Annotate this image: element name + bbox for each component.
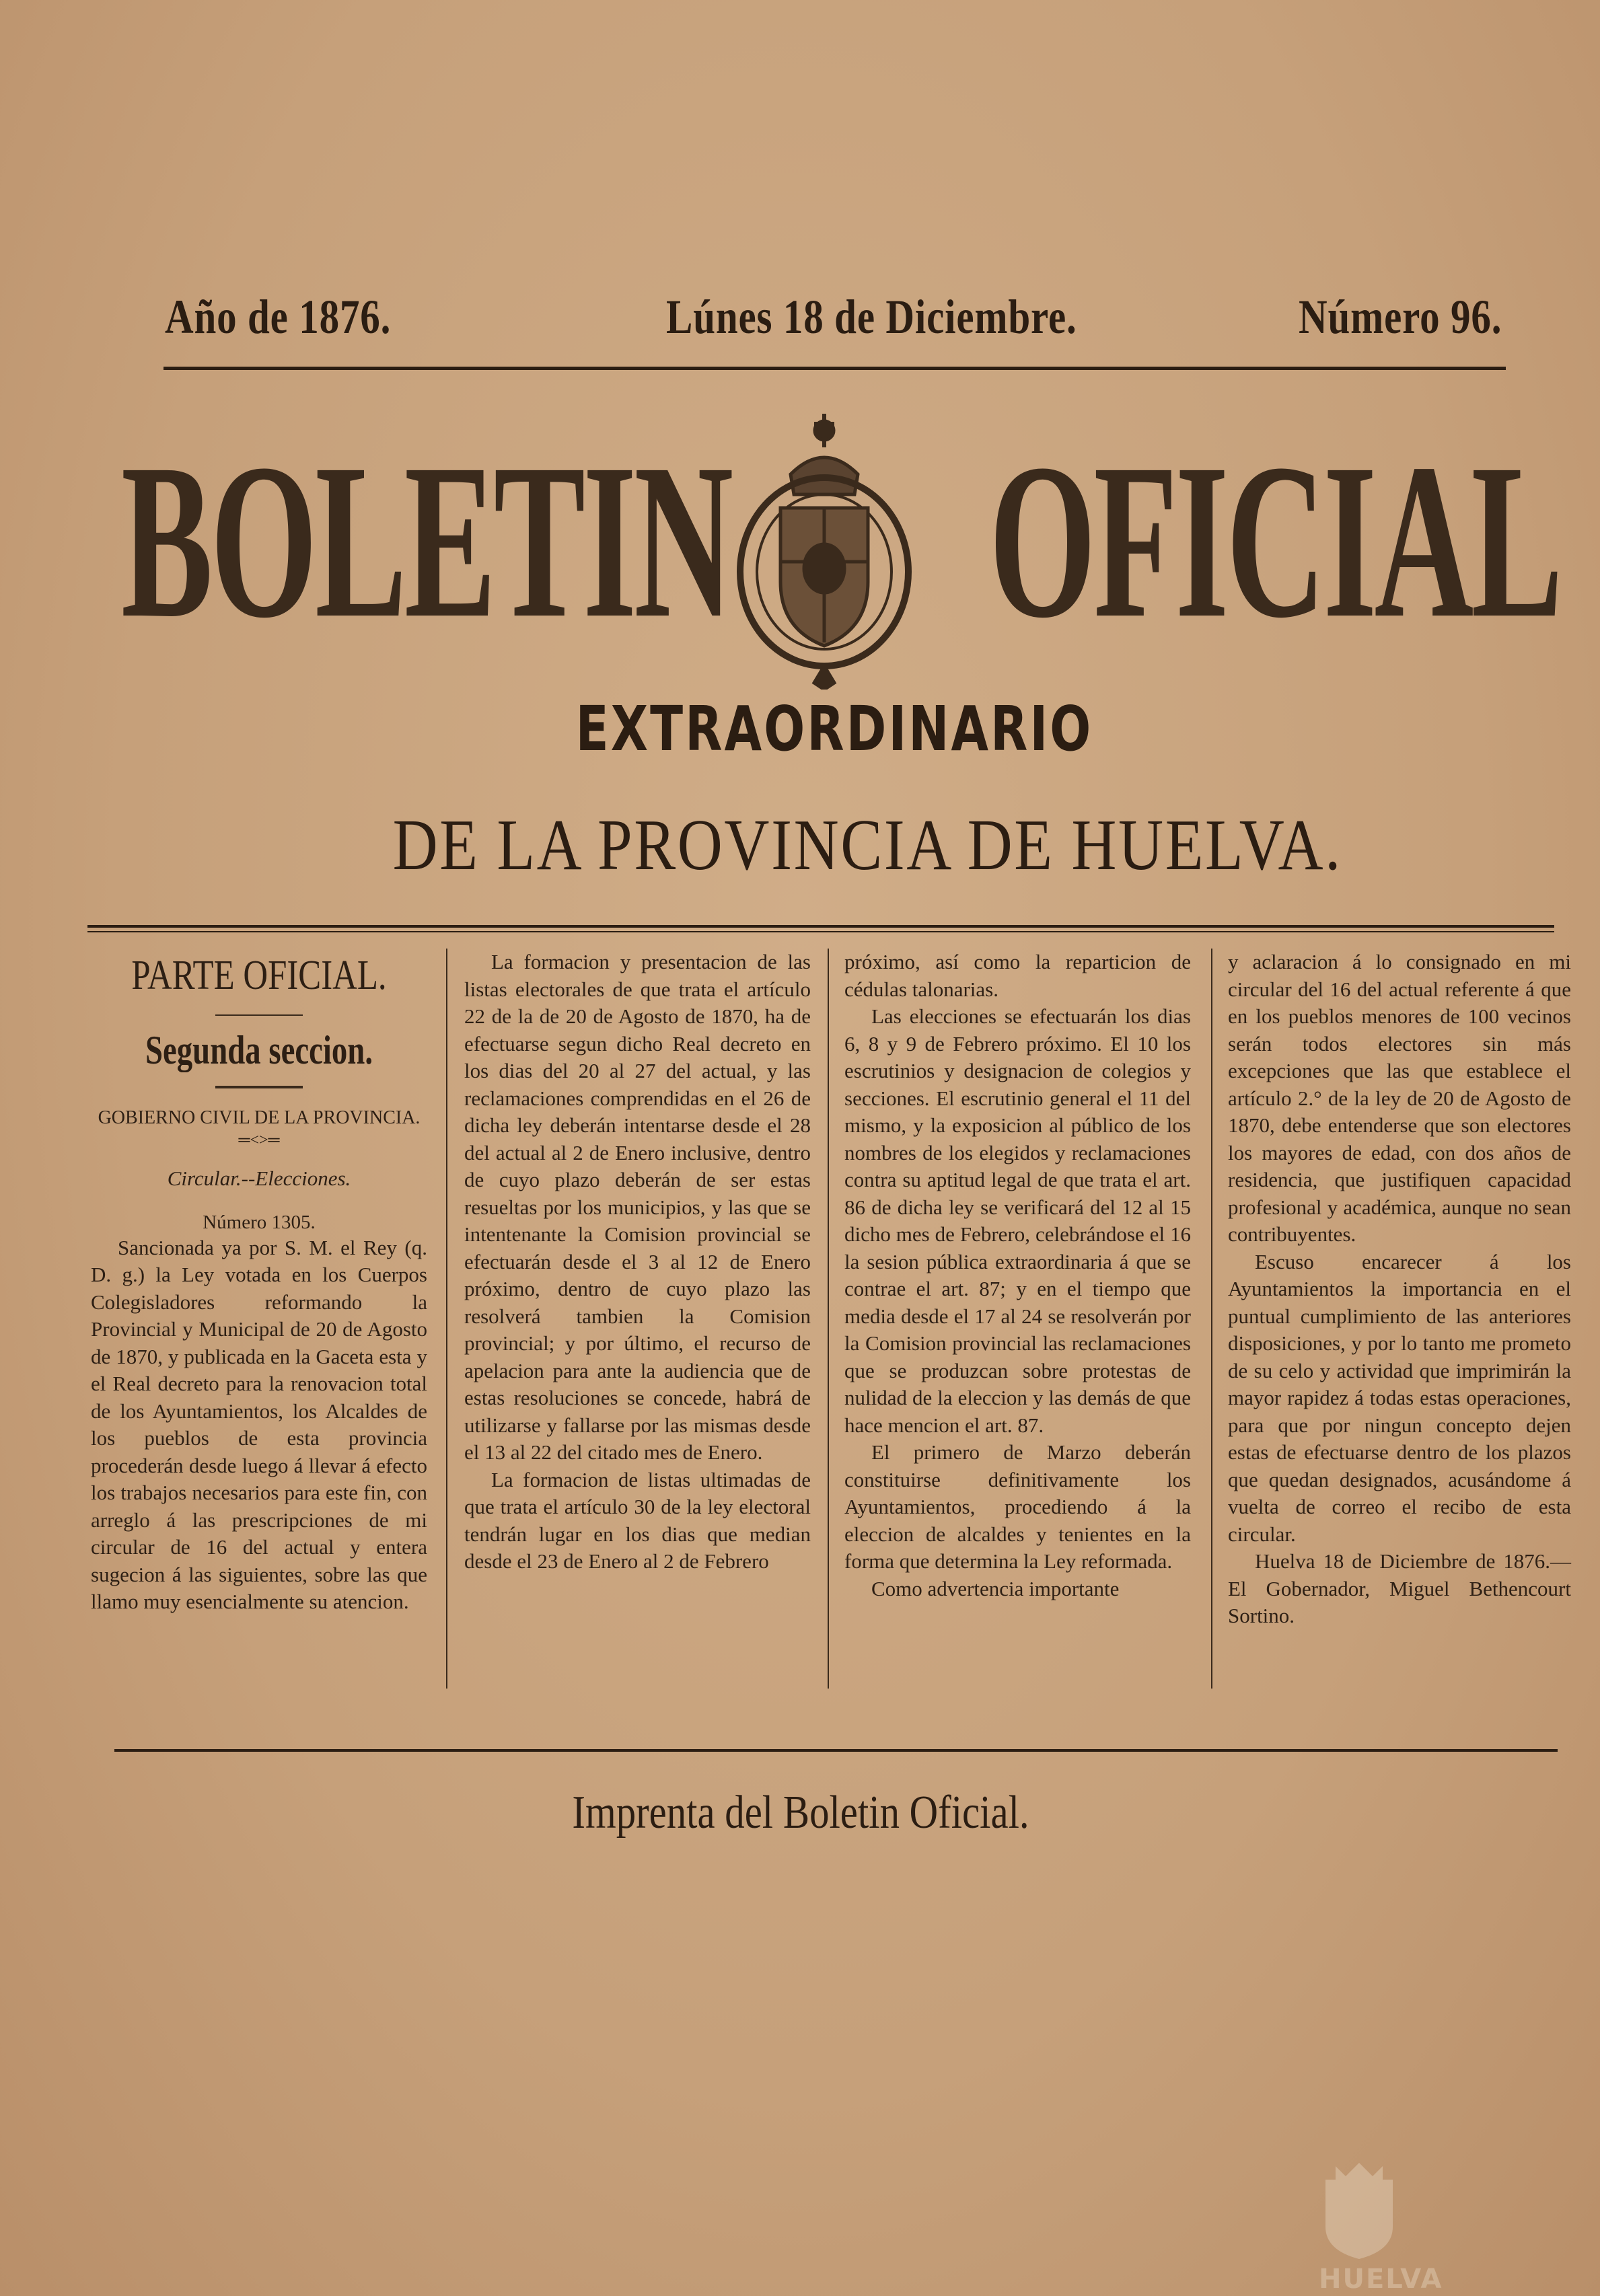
columns-top-rule (87, 925, 1554, 928)
column-separator-3 (1211, 949, 1212, 1689)
masthead-word-oficial: OFICIAL (989, 418, 1561, 664)
archive-seal (1319, 2159, 1443, 2295)
col2-paragraph-1: La formacion y presentacion de las listas electorales de que trata el artículo 22 de la de 20 de Agosto de 1870, ha de efectuarse segun dicho Real decreto en los dias del 20 al 27 del actual, y las reclamaciones comprendidas en el 26 de dicha ley deberán intentarse desde el 28 del actual al 2 de Enero inclusive, dentro de cuyo plazo deberán de ser estas resueltas por los municipios, y las que se intentenante la Comision provincial se efectuarán desde el 3 al 12 de Enero próximo, dentro de cuyo plazo las resolverá tambien la Comision provincial; y por último, el recurso de apelacion para ante la audiencia que de estas resoluciones se concede, habrá de utilizarse y fallarse por las mismas desde el 13 al 22 del citado mes de Enero. (464, 950, 811, 1464)
column-3 (844, 949, 1191, 1602)
circular-heading: Circular.--Elecciones. (167, 1166, 351, 1190)
seal-label: HUELVA (1319, 2264, 1443, 2295)
header-number: Número 96. (1299, 290, 1502, 344)
royal-coat-of-arms-icon (723, 400, 925, 690)
col3-paragraph-0: próximo, así como la reparticion de cédulas talonarias. (844, 950, 1191, 1001)
columns-top-rule-thin (87, 931, 1554, 932)
masthead-word-boletin: BOLETIN (121, 418, 731, 664)
col4-paragraph-1: Escuso encarecer á los Ayuntamientos la importancia en el puntual cumplimiento de las anteriores disposiciones, y por lo tanto me prometo de su celo y actividad que imprimirán la mayor rapidez á todas estas operaciones, para que por ningun concepto dejen estas de efectuarse dentro de los plazos que quedan designados, acusándome á vuelta de correo el recibo de esta circular. (1228, 1249, 1571, 1546)
province-label: DE LA PROVINCIA DE HUELVA. (392, 805, 1342, 885)
subsection-divider (215, 1086, 303, 1088)
city-crest-icon (1319, 2159, 1399, 2260)
col4-paragraph-0: y aclaracion á lo consignado en mi circular del 16 del actual referente á que en los pueblos menores de 100 vecinos serán todos electores sin más excepciones que las que establece el artículo 2.° de la ley de 20 de Agosto de 1870, debe entenderse que son electores los mayores de edad, con dos años de residencia, que justifiquen capacidad profesional y académica, aunque no sean contribuyentes. (1228, 950, 1571, 1246)
col2-paragraph-2: La formacion de listas ultimadas de que trata el artículo 30 de la ley electoral tendrán lugar en los dias que median desde el 23 de Enero al 2 de Febrero (464, 1467, 811, 1573)
header-year: Año de 1876. (165, 290, 392, 344)
imprint-label: Imprenta del Boletin Oficial. (572, 1787, 1029, 1839)
header-date: Lúnes 18 de Diciembre. (666, 290, 1077, 344)
column-separator-2 (828, 949, 829, 1689)
column-separator-1 (446, 949, 447, 1689)
subsection-heading: Segunda seccion. (145, 1028, 373, 1072)
column-1 (91, 949, 427, 1616)
col1-paragraph: Sancionada ya por S. M. el Rey (q. D. g.) la Ley votada en los Cuerpos Colegisladores reformando la Provincial y Municipal de 20 de Agosto de 1870, y publicada en la Gaceta esta y el Real decreto para la renovacion total de los Ayuntamientos, los Alcaldes de los pueblos de esta provincia procederán desde luego á llevar á efecto los trabajos necesarios para este fin, con arreglo á las prescripciones de mi circular de 16 del actual y entera sugecion á las siguientes, sobre las que llamo muy esencialmente su atencion. (91, 1235, 427, 1613)
extraordinary-label: EXTRAORDINARIO (575, 693, 1093, 765)
col3-paragraph-2: El primero de Marzo deberán constituirse definitivamente los Ayuntamientos, procediendo á la eleccion de alcaldes y tenientes en la forma que determina la Ley reformada. (844, 1440, 1191, 1573)
ornament-divider: ═<>═ (238, 1132, 280, 1149)
header-rule (163, 367, 1506, 370)
column-2 (464, 949, 811, 1576)
col3-paragraph-3: Como advertencia importante (871, 1576, 1120, 1600)
col4-paragraph-2: Huelva 18 de Diciembre de 1876.—El Gobernador, Miguel Bethencourt Sortino. (1228, 1549, 1571, 1627)
column-4 (1228, 949, 1571, 1630)
section-divider (215, 1014, 303, 1016)
col3-paragraph-1: Las elecciones se efectuarán los dias 6, 8 y 9 de Febrero próximo. El 10 los escrutinios y designacion de colegios y secciones. El escrutinio general el 11 del mismo, y la exposicion al público de los nombres de los elegidos y reclamaciones contra su aptitud legal de que trata el art. 86 de dicha ley se verificará del 12 al 15 dicho mes de Febrero, celebrándose el 16 la sesion pública extraordinaria á que se contrae el art. 87; y en el tiempo que media desde el 17 al 24 se resolverán por la Comision provincial las reclamaciones que se produzcan sobre protestas de nulidad de la eleccion y las demás de que hace mencion el art. 87. (844, 1004, 1191, 1437)
section-heading: PARTE OFICIAL. (131, 953, 387, 998)
circular-number: Número 1305. (203, 1211, 316, 1233)
office-heading: GOBIERNO CIVIL DE LA PROVINCIA. (98, 1107, 421, 1128)
footer-rule (114, 1749, 1558, 1752)
